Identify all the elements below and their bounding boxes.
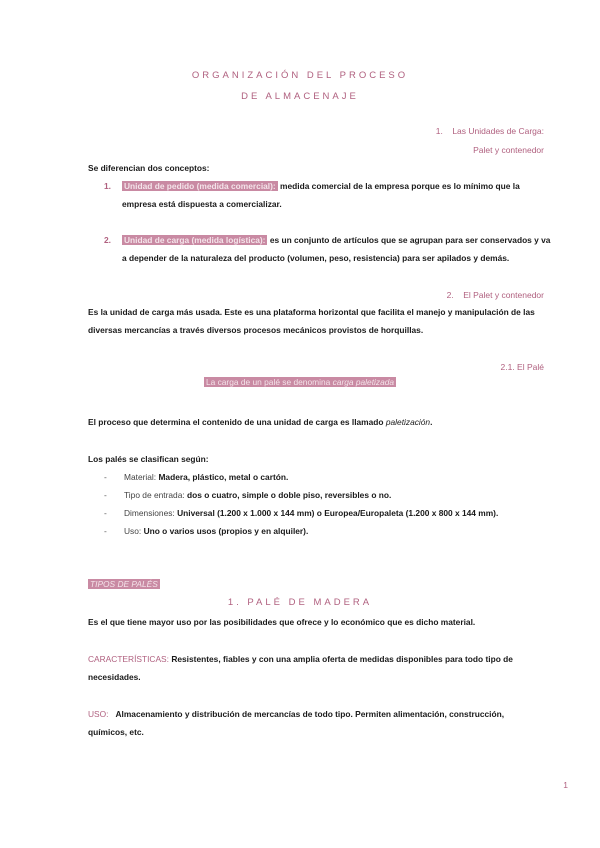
section2-number: 2. xyxy=(446,290,454,300)
caracteristicas-text1: Resistentes, fiables y con una amplia oferta de medidas disponibles para todo tipo de xyxy=(171,654,513,664)
caracteristicas-label: CARACTERÍSTICAS: xyxy=(88,654,169,664)
concept1-term: Unidad de pedido (medida comercial): xyxy=(124,181,276,191)
tipos-heading-label: TIPOS DE PALÉS xyxy=(90,579,158,589)
concept2-term: Unidad de carga (medida logística): xyxy=(124,235,266,245)
classify-intro: Los palés se clasifican según: xyxy=(88,454,209,464)
uso-text2: químicos, etc. xyxy=(88,727,144,737)
classify-item: - Uso: Uno o varios usos (propios y en alquiler). xyxy=(104,526,309,536)
classify-item: - Dimensiones: Universal (1.200 x 1.000 x 144 mm) o Europea/Europaleta (1.200 x 800 x 144 mm). xyxy=(104,508,499,518)
section1-title1: Las Unidades de Carga: xyxy=(452,126,544,136)
madera-intro: Es el que tiene mayor uso por las posibilidades que ofrece y lo económico que es dicho material. xyxy=(88,617,476,627)
highlight-note-term: carga paletizada xyxy=(332,377,395,387)
classify-item: - Material: Madera, plástico, metal o cartón. xyxy=(104,472,289,482)
process-text-suffix: . xyxy=(430,417,433,427)
caracteristicas xyxy=(88,651,543,668)
classify-label: Material: xyxy=(124,472,159,482)
section2-title: El Palet y contenedor xyxy=(463,290,544,300)
concept1-number: 1. xyxy=(104,181,111,191)
classify-label: Dimensiones: xyxy=(124,508,178,518)
uso-label: USO: xyxy=(88,709,109,719)
doc-title-line2: DE ALMACENAJE xyxy=(241,91,359,102)
classify-label: Tipo de entrada: xyxy=(124,490,188,500)
classify-value: Madera, plástico, metal o cartón. xyxy=(158,472,289,482)
page-number: 1 xyxy=(563,780,568,790)
highlight-note-prefix: La carga de un palé se denomina xyxy=(205,377,333,387)
tipos-heading xyxy=(88,576,543,593)
highlight-note-box xyxy=(204,377,396,387)
classify-item: - Tipo de entrada: dos o cuatro, simple o doble piso, reversibles o no. xyxy=(104,490,392,500)
palet-desc-line2: diversas mercancías a través diversos procesos mecánicos provistos de horquillas. xyxy=(88,325,424,335)
concept1-text2: empresa está dispuesta a comercializar. xyxy=(122,199,282,209)
concept1 xyxy=(104,178,542,195)
section1-number: 1. xyxy=(435,126,443,136)
classify-value: Uno o varios usos (propios y en alquiler). xyxy=(143,526,309,536)
uso-text1: Almacenamiento y distribución de mercancías de todo tipo. Permiten alimentación, construcción, xyxy=(115,709,505,719)
uso xyxy=(88,706,543,723)
intro-text: Se diferencian dos conceptos: xyxy=(88,163,210,173)
classify-value: dos o cuatro, simple o doble piso, reversibles o no. xyxy=(187,490,392,500)
process-text xyxy=(88,414,543,431)
process-text-term: paletización xyxy=(385,417,431,427)
palet-desc-line1: Es la unidad de carga más usada. Este es una plataforma horizontal que facilita el manejo y manipulación de las xyxy=(88,307,535,317)
madera-heading: 1. PALÉ DE MADERA xyxy=(227,597,373,608)
concept2-number: 2. xyxy=(104,235,111,245)
section1-heading xyxy=(436,126,544,136)
concept1-text1: medida comercial de la empresa porque es lo mínimo que la xyxy=(280,181,520,191)
caracteristicas-text2: necesidades. xyxy=(88,672,141,682)
concept2-text2: a depender de la naturaleza del producto (volumen, peso, resistencia) para ser apilados y demás. xyxy=(122,253,510,263)
section21-heading: 2.1. El Palé xyxy=(500,362,544,372)
doc-title-line1: ORGANIZACIÓN DEL PROCESO xyxy=(191,70,409,81)
concept2-text1: es un conjunto de artículos que se agrupan para ser conservados y va xyxy=(269,235,551,245)
highlight-note xyxy=(0,377,600,387)
concept2 xyxy=(104,232,551,249)
classify-label: Uso: xyxy=(124,526,144,536)
process-text-prefix: El proceso que determina el contenido de una unidad de carga es llamado xyxy=(88,417,386,427)
section1-subheading: Palet y contenedor xyxy=(473,145,544,155)
section2-heading xyxy=(447,290,544,300)
classify-value: Universal (1.200 x 1.000 x 144 mm) o Europea/Europaleta (1.200 x 800 x 144 mm). xyxy=(177,508,499,518)
